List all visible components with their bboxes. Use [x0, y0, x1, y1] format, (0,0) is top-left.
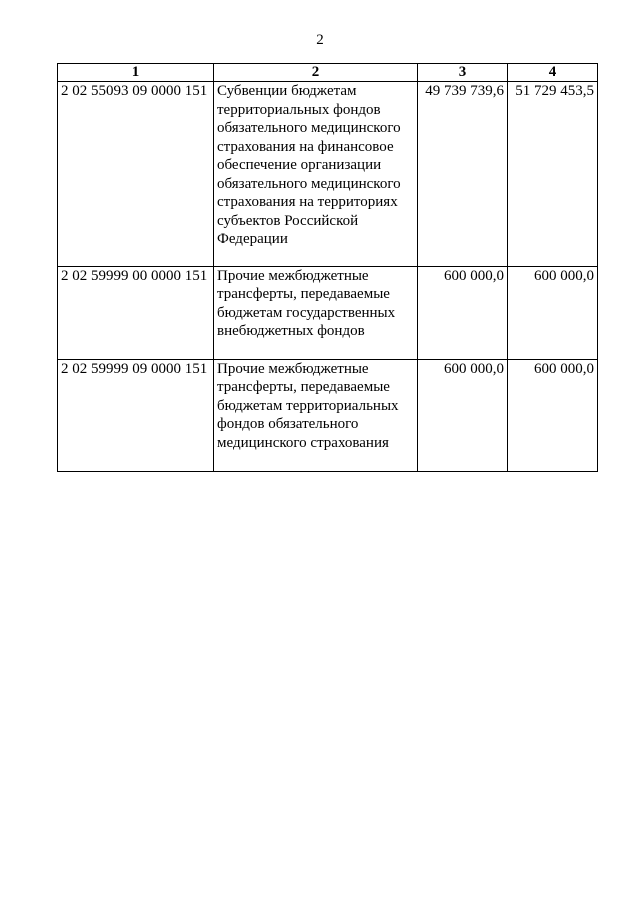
cell-description: Прочие межбюджетные трансферты, передаваемые бюджетам территориальных фондов обязательного медицинского страхования: [214, 359, 418, 472]
cell-value-4: 600 000,0: [508, 266, 598, 359]
cell-code: 2 02 59999 00 0000 151: [58, 266, 214, 359]
cell-value-4: 600 000,0: [508, 359, 598, 472]
cell-value-3: 49 739 739,6: [418, 82, 508, 267]
table-row: [58, 266, 598, 359]
cell-description: Субвенции бюджетам территориальных фондов обязательного медицинского страхования на финансовое обеспечение организации обязательного медицинского страхования на территориях субъектов Российской Федерации: [214, 82, 418, 267]
document-table: [57, 63, 598, 472]
cell-value-3: 600 000,0: [418, 266, 508, 359]
cell-description: Прочие межбюджетные трансферты, передаваемые бюджетам государственных внебюджетных фондов: [214, 266, 418, 359]
cell-value-4: 51 729 453,5: [508, 82, 598, 267]
header-cell-col1: 1: [58, 64, 214, 82]
header-cell-col3: 3: [418, 64, 508, 82]
cell-code: 2 02 55093 09 0000 151: [58, 82, 214, 267]
table-header-row: [58, 64, 598, 82]
header-cell-col4: 4: [508, 64, 598, 82]
cell-code: 2 02 59999 09 0000 151: [58, 359, 214, 472]
table-row: [58, 82, 598, 267]
page-number: 2: [316, 32, 324, 48]
header-cell-col2: 2: [214, 64, 418, 82]
cell-value-3: 600 000,0: [418, 359, 508, 472]
table-row: [58, 359, 598, 472]
